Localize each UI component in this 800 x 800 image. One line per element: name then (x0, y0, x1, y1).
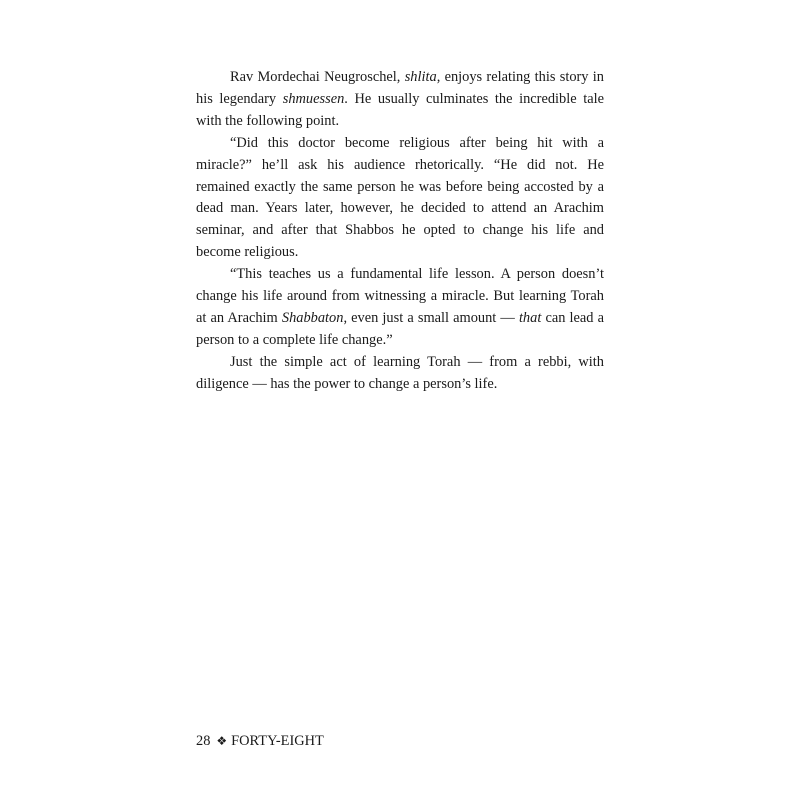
text-segment: . He usually culminates the incredible tale with the following point. (196, 90, 604, 129)
page-number: 28 (196, 733, 211, 749)
ornament-icon: ❖ (216, 734, 228, 748)
paragraph-1 (196, 67, 604, 133)
paragraph-4 (196, 352, 604, 396)
italic-segment: shmuessen (282, 90, 345, 107)
paragraph-2 (196, 133, 604, 264)
italic-segment: shlita (404, 69, 437, 85)
text-segment: “This teaches us a fundamental life lesson. A person doesn’t change his life around from witnessing a miracle. But learning Torah at an Arachim (196, 266, 604, 326)
italic-segment: that (518, 309, 542, 326)
page-footer (196, 731, 324, 751)
text-segment: Rav Mordechai Neugroschel, (230, 69, 405, 85)
text-segment: can lead a person to a complete life change.” (196, 309, 605, 348)
paragraph-3 (196, 264, 604, 352)
text-segment: “Did this doctor become religious after being hit with a miracle?” he’ll ask his audience rhetorically. “He did not. He remained exactly the same person he was before being accosted by a dead man. Years later, however, he decided to attend an Arachim seminar, and after that Shabbos he opted to change his life and become religious. (196, 134, 604, 261)
italic-segment: Shabbaton (281, 309, 344, 326)
chapter-title: FORTY-EIGHT (231, 733, 324, 749)
text-segment: , enjoys relating this story in his legendary (196, 69, 604, 107)
text-segment: , even just a small amount — (343, 309, 519, 326)
text-segment: Just the simple act of learning Torah — from a rebbi, with diligence — has the power to change a person’s life. (196, 353, 604, 392)
body-text (196, 67, 604, 396)
